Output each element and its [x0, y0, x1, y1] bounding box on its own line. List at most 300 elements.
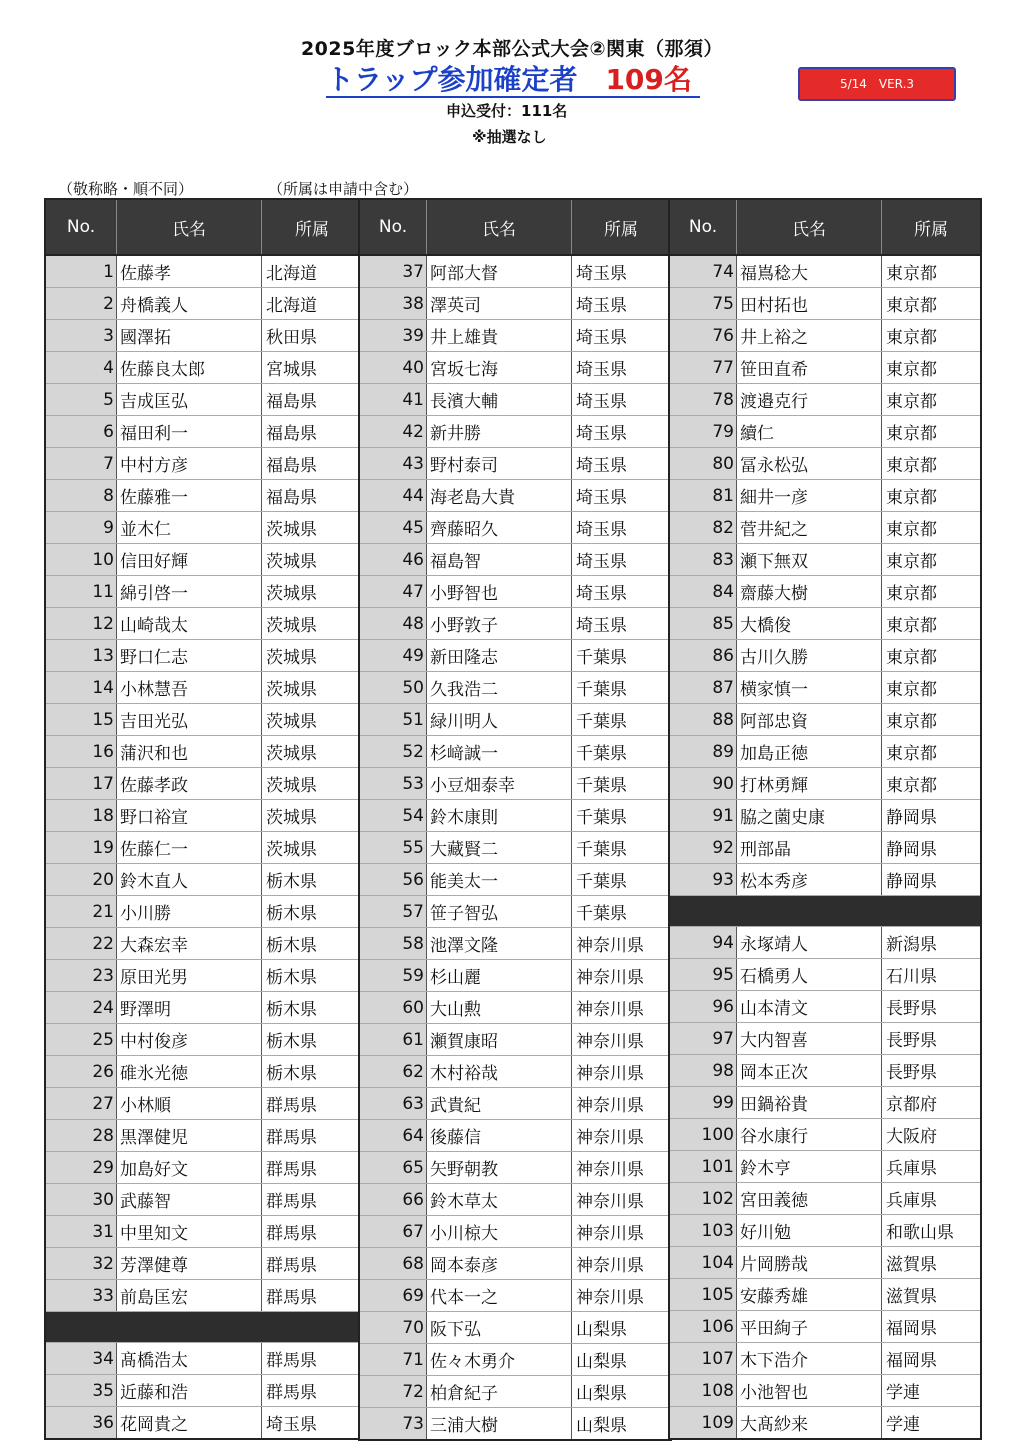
table-row	[359, 960, 671, 992]
affiliation: 東京都	[882, 448, 982, 480]
entry-number: 107	[669, 1343, 737, 1375]
entry-number: 5	[45, 384, 117, 416]
participant-name: 木下浩介	[737, 1343, 882, 1375]
affiliation: 千葉県	[572, 704, 672, 736]
participant-name: 舟橋義人	[117, 288, 262, 320]
affiliation: 埼玉県	[572, 576, 672, 608]
participant-name: 宮田義徳	[737, 1183, 882, 1215]
table-row	[669, 608, 981, 640]
participant-name: 齋藤大樹	[737, 576, 882, 608]
table-row	[359, 1408, 671, 1441]
table-row	[669, 1215, 981, 1247]
entry-number: 52	[359, 736, 427, 768]
entry-number: 46	[359, 544, 427, 576]
affiliation-note: （所属は申請中含む）	[268, 180, 419, 198]
lottery-note: ※抽選なし	[472, 128, 547, 146]
table-row	[669, 384, 981, 416]
entry-number: 33	[45, 1280, 117, 1312]
affiliation: 大阪府	[882, 1119, 982, 1151]
entry-number: 56	[359, 864, 427, 896]
affiliation: 東京都	[882, 320, 982, 352]
header-affiliation: 所属	[882, 199, 982, 255]
table-row	[669, 512, 981, 544]
participant-name: 好川勉	[737, 1215, 882, 1247]
separator-row	[45, 1312, 363, 1343]
table-row	[45, 255, 363, 288]
participant-name: 後藤信	[427, 1120, 572, 1152]
table-row	[359, 608, 671, 640]
table-row	[359, 416, 671, 448]
participant-name: 福嶌稔大	[737, 255, 882, 288]
entry-number: 26	[45, 1056, 117, 1088]
entry-number: 108	[669, 1375, 737, 1407]
entry-number: 39	[359, 320, 427, 352]
table-row	[45, 1152, 363, 1184]
entry-number: 37	[359, 255, 427, 288]
participant-name: 信田好輝	[117, 544, 262, 576]
table-row	[45, 832, 363, 864]
entry-number: 1	[45, 255, 117, 288]
participant-name: 佐藤雅一	[117, 480, 262, 512]
participant-name: 小豆畑泰幸	[427, 768, 572, 800]
table-row	[45, 736, 363, 768]
table-row	[359, 864, 671, 896]
participant-name: 野澤明	[117, 992, 262, 1024]
table-row	[45, 1216, 363, 1248]
entry-number: 3	[45, 320, 117, 352]
affiliation: 山梨県	[572, 1376, 672, 1408]
participant-name: 井上雄貴	[427, 320, 572, 352]
participant-name: 佐藤孝政	[117, 768, 262, 800]
entry-number: 94	[669, 927, 737, 959]
table-row	[359, 1120, 671, 1152]
participant-name: 石橋勇人	[737, 959, 882, 991]
table-row	[669, 480, 981, 512]
entry-number: 64	[359, 1120, 427, 1152]
entry-number: 85	[669, 608, 737, 640]
entry-number: 35	[45, 1375, 117, 1407]
participant-name: 海老島大貴	[427, 480, 572, 512]
entry-number: 38	[359, 288, 427, 320]
entry-number: 69	[359, 1280, 427, 1312]
participant-name: 谷水康行	[737, 1119, 882, 1151]
entry-number: 51	[359, 704, 427, 736]
participant-count: 109名	[605, 63, 692, 96]
entry-number: 54	[359, 800, 427, 832]
entry-number: 90	[669, 768, 737, 800]
affiliation: 東京都	[882, 384, 982, 416]
entry-number: 29	[45, 1152, 117, 1184]
document-subtitle	[326, 64, 700, 98]
affiliation: 栃木県	[262, 992, 364, 1024]
affiliation: 千葉県	[572, 736, 672, 768]
participant-name: 杉山麗	[427, 960, 572, 992]
entry-number: 11	[45, 576, 117, 608]
affiliation: 神奈川県	[572, 1280, 672, 1312]
affiliation: 神奈川県	[572, 1152, 672, 1184]
affiliation: 東京都	[882, 704, 982, 736]
entry-number: 105	[669, 1279, 737, 1311]
entry-number: 25	[45, 1024, 117, 1056]
participant-name: 小川勝	[117, 896, 262, 928]
participant-name: 阿部大督	[427, 255, 572, 288]
participant-name: 澤英司	[427, 288, 572, 320]
participant-name: 新井勝	[427, 416, 572, 448]
entry-number: 91	[669, 800, 737, 832]
entry-number: 10	[45, 544, 117, 576]
table-row	[359, 1248, 671, 1280]
entry-number: 82	[669, 512, 737, 544]
table-row	[359, 448, 671, 480]
affiliation: 北海道	[262, 288, 364, 320]
participant-name: 福田利一	[117, 416, 262, 448]
table-row	[359, 288, 671, 320]
entry-number: 68	[359, 1248, 427, 1280]
participant-name: 前島匡宏	[117, 1280, 262, 1312]
entry-number: 6	[45, 416, 117, 448]
table-row	[359, 1280, 671, 1312]
affiliation: 茨城県	[262, 640, 364, 672]
participant-name: 能美太一	[427, 864, 572, 896]
affiliation: 埼玉県	[572, 544, 672, 576]
table-row	[45, 992, 363, 1024]
entry-number: 66	[359, 1184, 427, 1216]
entry-number: 104	[669, 1247, 737, 1279]
participant-name: 田村拓也	[737, 288, 882, 320]
affiliation: 埼玉県	[572, 608, 672, 640]
table-row	[669, 1119, 981, 1151]
table-row	[45, 1056, 363, 1088]
entry-number: 14	[45, 672, 117, 704]
participant-name: 永塚靖人	[737, 927, 882, 959]
participant-name: 野口仁志	[117, 640, 262, 672]
affiliation: 東京都	[882, 608, 982, 640]
affiliation: 東京都	[882, 416, 982, 448]
participant-name: 野村泰司	[427, 448, 572, 480]
affiliation: 北海道	[262, 255, 364, 288]
entry-number: 8	[45, 480, 117, 512]
entry-number: 55	[359, 832, 427, 864]
participant-name: 横家慎一	[737, 672, 882, 704]
affiliation: 東京都	[882, 640, 982, 672]
table-row	[669, 832, 981, 864]
entry-number: 93	[669, 864, 737, 896]
affiliation: 千葉県	[572, 832, 672, 864]
table-row	[359, 1056, 671, 1088]
participant-name: 笹子智弘	[427, 896, 572, 928]
table-row	[45, 512, 363, 544]
participant-name: 阿部忠資	[737, 704, 882, 736]
participant-name: 大髙紗来	[737, 1407, 882, 1440]
table-row	[45, 1088, 363, 1120]
participant-name: 野口裕宣	[117, 800, 262, 832]
participant-name: 井上裕之	[737, 320, 882, 352]
table-row	[359, 255, 671, 288]
table-row	[669, 672, 981, 704]
entry-number: 96	[669, 991, 737, 1023]
table-row	[669, 704, 981, 736]
affiliation: 神奈川県	[572, 1056, 672, 1088]
participant-name: 吉成匡弘	[117, 384, 262, 416]
table-row	[359, 768, 671, 800]
participant-name: 續仁	[737, 416, 882, 448]
participant-name: 代本一之	[427, 1280, 572, 1312]
affiliation: 東京都	[882, 576, 982, 608]
header-name: 氏名	[117, 199, 262, 255]
entry-number: 7	[45, 448, 117, 480]
table-row	[45, 1248, 363, 1280]
table-row	[669, 576, 981, 608]
table-row	[45, 1280, 363, 1312]
entry-number: 87	[669, 672, 737, 704]
participant-name: 古川久勝	[737, 640, 882, 672]
entry-number: 86	[669, 640, 737, 672]
table-row	[359, 704, 671, 736]
entry-number: 23	[45, 960, 117, 992]
affiliation: 東京都	[882, 544, 982, 576]
participant-name: 大橋俊	[737, 608, 882, 640]
participant-name: 鈴木亨	[737, 1151, 882, 1183]
affiliation: 埼玉県	[572, 255, 672, 288]
participant-table-2	[358, 198, 672, 1441]
participant-name: 武藤智	[117, 1184, 262, 1216]
affiliation: 神奈川県	[572, 1024, 672, 1056]
table-row	[45, 416, 363, 448]
entry-number: 21	[45, 896, 117, 928]
affiliation: 茨城県	[262, 608, 364, 640]
entry-number: 88	[669, 704, 737, 736]
affiliation: 新潟県	[882, 927, 982, 959]
table-row	[359, 672, 671, 704]
entry-number: 60	[359, 992, 427, 1024]
participant-name: 渡邉克行	[737, 384, 882, 416]
header-no: No.	[45, 199, 117, 255]
table-row	[359, 1344, 671, 1376]
table-row	[45, 800, 363, 832]
participant-name: 笹田直希	[737, 352, 882, 384]
table-row	[45, 384, 363, 416]
table-row	[359, 896, 671, 928]
participant-name: 菅井紀之	[737, 512, 882, 544]
document-title: 2025年度ブロック本部公式大会②関東（那須）	[300, 38, 724, 60]
table-row	[45, 928, 363, 960]
participant-name: 脇之薗史康	[737, 800, 882, 832]
entry-number: 73	[359, 1408, 427, 1441]
table-row	[669, 1183, 981, 1215]
table-header-row	[359, 199, 671, 255]
participant-name: 佐藤仁一	[117, 832, 262, 864]
participant-name: 片岡勝哉	[737, 1247, 882, 1279]
affiliation: 埼玉県	[572, 288, 672, 320]
entry-number: 12	[45, 608, 117, 640]
header-no: No.	[359, 199, 427, 255]
table-row	[359, 928, 671, 960]
participant-name: 阪下弘	[427, 1312, 572, 1344]
participant-name: 岡本泰彦	[427, 1248, 572, 1280]
table-row	[45, 896, 363, 928]
entry-number: 34	[45, 1343, 117, 1375]
entry-number: 92	[669, 832, 737, 864]
affiliation: 神奈川県	[572, 992, 672, 1024]
affiliation: 神奈川県	[572, 960, 672, 992]
participant-name: 安藤秀雄	[737, 1279, 882, 1311]
table-row	[359, 512, 671, 544]
entry-number: 76	[669, 320, 737, 352]
version-badge: 5/14 VER.3	[798, 67, 956, 101]
table-row	[359, 1024, 671, 1056]
header-no: No.	[669, 199, 737, 255]
participant-name: 瀬賀康昭	[427, 1024, 572, 1056]
affiliation: 滋賀県	[882, 1247, 982, 1279]
entry-number: 79	[669, 416, 737, 448]
entry-number: 106	[669, 1311, 737, 1343]
participant-name: 鈴木直人	[117, 864, 262, 896]
table-row	[669, 640, 981, 672]
entry-number: 31	[45, 1216, 117, 1248]
affiliation: 茨城県	[262, 736, 364, 768]
participant-name: 小林順	[117, 1088, 262, 1120]
participant-name: 大内智喜	[737, 1023, 882, 1055]
participant-name: 山崎哉太	[117, 608, 262, 640]
affiliation: 栃木県	[262, 1024, 364, 1056]
table-row	[669, 544, 981, 576]
entry-number: 61	[359, 1024, 427, 1056]
table-header-row	[45, 199, 363, 255]
affiliation: 茨城県	[262, 768, 364, 800]
entry-number: 98	[669, 1055, 737, 1087]
entry-number: 36	[45, 1407, 117, 1440]
affiliation: 福島県	[262, 384, 364, 416]
entry-number: 27	[45, 1088, 117, 1120]
table-row	[45, 544, 363, 576]
entry-number: 20	[45, 864, 117, 896]
participant-name: 芳澤健尊	[117, 1248, 262, 1280]
entry-number: 63	[359, 1088, 427, 1120]
affiliation: 東京都	[882, 288, 982, 320]
participant-name: 小川椋大	[427, 1216, 572, 1248]
entry-number: 80	[669, 448, 737, 480]
participant-name: 矢野朝教	[427, 1152, 572, 1184]
table-row	[359, 736, 671, 768]
affiliation: 埼玉県	[572, 512, 672, 544]
affiliation: 群馬県	[262, 1088, 364, 1120]
entry-number: 97	[669, 1023, 737, 1055]
entry-number: 102	[669, 1183, 737, 1215]
affiliation: 神奈川県	[572, 1120, 672, 1152]
affiliation: 茨城県	[262, 800, 364, 832]
participant-table-1	[44, 198, 364, 1440]
participant-name: 大藏賢二	[427, 832, 572, 864]
table-row	[359, 320, 671, 352]
affiliation: 栃木県	[262, 928, 364, 960]
entry-number: 71	[359, 1344, 427, 1376]
entry-number: 48	[359, 608, 427, 640]
header-affiliation: 所属	[572, 199, 672, 255]
separator-row	[669, 896, 981, 927]
participant-name: 碓氷光徳	[117, 1056, 262, 1088]
participant-name: 岡本正次	[737, 1055, 882, 1087]
affiliation: 埼玉県	[572, 320, 672, 352]
table-row	[669, 288, 981, 320]
affiliation: 茨城県	[262, 704, 364, 736]
entry-number: 75	[669, 288, 737, 320]
table-row	[45, 1120, 363, 1152]
participant-name: 髙橋浩太	[117, 1343, 262, 1375]
participant-name: 長濱大輔	[427, 384, 572, 416]
entry-number: 40	[359, 352, 427, 384]
affiliation: 福島県	[262, 448, 364, 480]
entry-number: 78	[669, 384, 737, 416]
affiliation: 茨城県	[262, 672, 364, 704]
affiliation: 茨城県	[262, 512, 364, 544]
entry-number: 24	[45, 992, 117, 1024]
entry-number: 83	[669, 544, 737, 576]
entry-number: 72	[359, 1376, 427, 1408]
affiliation: 神奈川県	[572, 1216, 672, 1248]
participant-name: 瀬下無双	[737, 544, 882, 576]
table-row	[359, 544, 671, 576]
participant-name: 刑部晶	[737, 832, 882, 864]
affiliation: 静岡県	[882, 800, 982, 832]
applications-count: 申込受付：111名	[446, 102, 568, 120]
participant-name: 福島智	[427, 544, 572, 576]
header-name: 氏名	[427, 199, 572, 255]
affiliation: 千葉県	[572, 672, 672, 704]
table-row	[669, 1279, 981, 1311]
participant-name: 木村裕哉	[427, 1056, 572, 1088]
participant-name: 佐々木勇介	[427, 1344, 572, 1376]
table-row	[45, 704, 363, 736]
entry-number: 57	[359, 896, 427, 928]
entry-number: 81	[669, 480, 737, 512]
affiliation: 兵庫県	[882, 1151, 982, 1183]
participant-name: 蒲沢和也	[117, 736, 262, 768]
participant-name: 近藤和浩	[117, 1375, 262, 1407]
entry-number: 67	[359, 1216, 427, 1248]
affiliation: 群馬県	[262, 1375, 364, 1407]
table-row	[45, 320, 363, 352]
participant-name: 池澤文隆	[427, 928, 572, 960]
table-row	[669, 448, 981, 480]
entry-number: 70	[359, 1312, 427, 1344]
affiliation: 東京都	[882, 352, 982, 384]
participant-name: 花岡貴之	[117, 1407, 262, 1440]
affiliation: 静岡県	[882, 864, 982, 896]
affiliation: 神奈川県	[572, 1184, 672, 1216]
table-row	[669, 736, 981, 768]
participant-name: 吉田光弘	[117, 704, 262, 736]
affiliation: 埼玉県	[572, 416, 672, 448]
participant-name: 三浦大樹	[427, 1408, 572, 1441]
table-row	[669, 800, 981, 832]
entry-number: 84	[669, 576, 737, 608]
affiliation: 山梨県	[572, 1312, 672, 1344]
entry-number: 47	[359, 576, 427, 608]
table-row	[669, 864, 981, 896]
participant-name: 松本秀彦	[737, 864, 882, 896]
participant-name: 新田隆志	[427, 640, 572, 672]
table-row	[669, 255, 981, 288]
participant-table-3	[668, 198, 982, 1440]
affiliation: 埼玉県	[572, 352, 672, 384]
table-row	[45, 1024, 363, 1056]
entry-number: 41	[359, 384, 427, 416]
affiliation: 兵庫県	[882, 1183, 982, 1215]
table-row	[45, 1184, 363, 1216]
table-row	[669, 1311, 981, 1343]
affiliation: 学連	[882, 1375, 982, 1407]
affiliation: 秋田県	[262, 320, 364, 352]
